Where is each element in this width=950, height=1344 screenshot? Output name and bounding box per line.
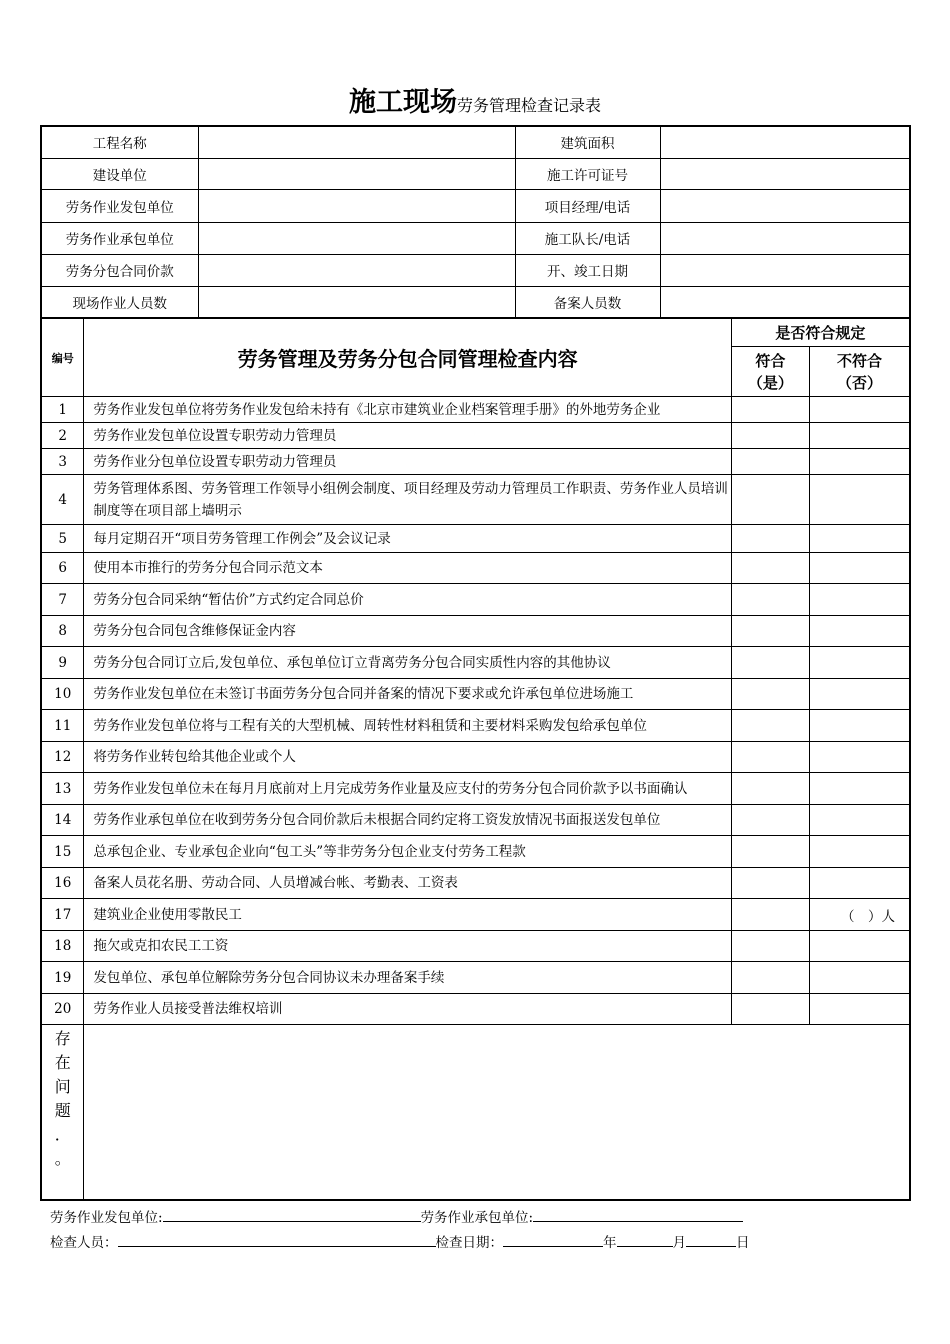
table-row: [41, 449, 910, 475]
item-text: 劳务分包合同包含维修保证金内容: [84, 616, 731, 647]
no-cell[interactable]: [810, 773, 910, 805]
item-number: 4: [41, 475, 84, 525]
info-row: [41, 189, 910, 222]
inspector-label: 检查人员：: [50, 1235, 118, 1251]
no-cell[interactable]: [810, 679, 910, 710]
table-row: [41, 931, 910, 962]
no-cell[interactable]: [810, 584, 910, 616]
item-text: 总承包企业、专业承包企业向“包工头”等非劳务分包企业支付劳务工程款: [84, 836, 731, 868]
item-number: 8: [41, 616, 84, 647]
info-left-label: 劳务作业承包单位: [41, 222, 198, 254]
yes-cell[interactable]: [731, 773, 809, 805]
title-sub: 劳务管理检查记录表: [456, 96, 601, 115]
yes-cell[interactable]: [731, 805, 809, 836]
item-text: 每月定期召开“项目劳务管理工作例会”及会议记录: [84, 525, 731, 553]
table-row: [41, 962, 910, 994]
yes-cell[interactable]: [731, 553, 809, 584]
contractor-out-line[interactable]: [163, 1207, 421, 1222]
info-right-label: 建筑面积: [515, 126, 660, 158]
item-text: 劳务分包合同订立后,发包单位、承包单位订立背离劳务分包合同实质性内容的其他协议: [84, 647, 731, 679]
no-cell[interactable]: [810, 553, 910, 584]
info-right-label: 备案人员数: [515, 286, 660, 318]
item-text: 劳务作业分包单位设置专职劳动力管理员: [84, 449, 731, 475]
info-right-value[interactable]: [660, 222, 910, 254]
no-cell[interactable]: [810, 805, 910, 836]
item-number: 15: [41, 836, 84, 868]
info-row: [41, 126, 910, 158]
issues-row: [41, 1025, 910, 1200]
item-text: 劳务作业承包单位在收到劳务分包合同价款后未根据合同约定将工资发放情况书面报送发包单位: [84, 805, 731, 836]
no-cell[interactable]: [810, 525, 910, 553]
day-label: 日: [736, 1235, 750, 1251]
checklist-table: [40, 318, 911, 1201]
info-right-label: 施工队长/电话: [515, 222, 660, 254]
yes-cell[interactable]: [731, 931, 809, 962]
no-cell[interactable]: [810, 931, 910, 962]
item-text: 劳务作业发包单位在未签订书面劳务分包合同并备案的情况下要求或允许承包单位进场施工: [84, 679, 731, 710]
info-left-label: 劳务作业发包单位: [41, 189, 198, 222]
item-text: 劳务作业发包单位将劳务作业发包给未持有《北京市建筑业企业档案管理手册》的外地劳务企业: [84, 397, 731, 423]
info-row: [41, 222, 910, 254]
table-row: [41, 584, 910, 616]
table-row: [41, 525, 910, 553]
item-number: 3: [41, 449, 84, 475]
table-row: [41, 423, 910, 449]
yes-cell[interactable]: [731, 836, 809, 868]
table-row: [41, 397, 910, 423]
info-left-value[interactable]: [198, 189, 515, 222]
no-cell[interactable]: [810, 397, 910, 423]
item-number: 18: [41, 931, 84, 962]
item-text: 劳务作业发包单位未在每月月底前对上月完成劳务作业量及应支付的劳务分包合同价款予以书面确认: [84, 773, 731, 805]
item-text: 备案人员花名册、劳动合同、人员增减台帐、考勤表、工资表: [84, 868, 731, 899]
item-text: 劳务分包合同采纳“暂估价”方式约定合同总价: [84, 584, 731, 616]
project-info-table: [40, 125, 911, 319]
yes-cell[interactable]: [731, 647, 809, 679]
no-cell[interactable]: [810, 710, 910, 742]
yes-cell[interactable]: [731, 584, 809, 616]
yes-cell[interactable]: [731, 525, 809, 553]
info-left-label: 现场作业人员数: [41, 286, 198, 318]
no-cell[interactable]: [810, 423, 910, 449]
table-row: [41, 475, 910, 525]
yes-cell[interactable]: [731, 475, 809, 525]
date-label: 检查日期：: [435, 1235, 503, 1251]
table-row: [41, 616, 910, 647]
no-cell[interactable]: [810, 475, 910, 525]
table-row: [41, 994, 910, 1025]
info-right-label: 施工许可证号: [515, 158, 660, 189]
no-cell[interactable]: （ ）人: [810, 899, 910, 931]
item-text: 劳务作业人员接受普法维权培训: [84, 994, 731, 1025]
item-number: 2: [41, 423, 84, 449]
item-number: 16: [41, 868, 84, 899]
contractor-in-line[interactable]: [533, 1207, 743, 1222]
item-number: 13: [41, 773, 84, 805]
item-text: 建筑业企业使用零散民工: [84, 899, 731, 931]
yes-cell[interactable]: [731, 710, 809, 742]
checklist-header-row: [41, 319, 910, 347]
inspector-line[interactable]: [118, 1232, 436, 1247]
table-row: [41, 647, 910, 679]
yes-cell[interactable]: [731, 616, 809, 647]
info-right-value[interactable]: [660, 254, 910, 286]
item-text: 劳务管理体系图、劳务管理工作领导小组例会制度、项目经理及劳动力管理员工作职责、劳务作业人员培训制度等在项目部上墙明示: [84, 475, 731, 525]
item-number: 17: [41, 899, 84, 931]
item-number: 7: [41, 584, 84, 616]
item-text: 劳务作业发包单位将与工程有关的大型机械、周转性材料租赁和主要材料采购发包给承包单位: [84, 710, 731, 742]
page-title: [0, 80, 950, 119]
item-text: 发包单位、承包单位解除劳务分包合同协议未办理备案手续: [84, 962, 731, 994]
info-right-value[interactable]: [660, 158, 910, 189]
no-cell[interactable]: [810, 616, 910, 647]
item-number: 10: [41, 679, 84, 710]
item-number: 6: [41, 553, 84, 584]
item-number: 12: [41, 742, 84, 773]
day-line[interactable]: [686, 1232, 736, 1247]
info-left-value[interactable]: [198, 222, 515, 254]
footer-inspection: [50, 1231, 750, 1251]
table-row: [41, 805, 910, 836]
issues-field[interactable]: [84, 1025, 910, 1200]
yes-cell[interactable]: [731, 994, 809, 1025]
compliance-header: 是否符合规定: [731, 319, 910, 347]
info-row: [41, 158, 910, 189]
year-label: 年: [603, 1235, 617, 1251]
yes-cell[interactable]: [731, 449, 809, 475]
contractor-in-label: 劳务作业承包单位:: [420, 1210, 534, 1226]
item-number: 20: [41, 994, 84, 1025]
yes-cell[interactable]: [731, 423, 809, 449]
no-cell[interactable]: [810, 449, 910, 475]
table-row: [41, 868, 910, 899]
info-left-value[interactable]: [198, 126, 515, 158]
info-right-value[interactable]: [660, 189, 910, 222]
content-header: 劳务管理及劳务分包合同管理检查内容: [84, 319, 731, 397]
info-right-value[interactable]: [660, 126, 910, 158]
info-row: [41, 254, 910, 286]
table-row: [41, 899, 910, 931]
info-right-label: 开、竣工日期: [515, 254, 660, 286]
footer-units: [50, 1206, 743, 1226]
yes-cell[interactable]: [731, 899, 809, 931]
yes-cell[interactable]: [731, 962, 809, 994]
table-row: [41, 679, 910, 710]
info-left-value[interactable]: [198, 158, 515, 189]
yes-cell[interactable]: [731, 397, 809, 423]
month-line[interactable]: [617, 1232, 673, 1247]
no-cell[interactable]: [810, 742, 910, 773]
yes-cell[interactable]: [731, 742, 809, 773]
item-text: 使用本市推行的劳务分包合同示范文本: [84, 553, 731, 584]
year-line[interactable]: [503, 1232, 603, 1247]
info-right-value[interactable]: [660, 286, 910, 318]
table-row: [41, 836, 910, 868]
item-text: 拖欠或克扣农民工工资: [84, 931, 731, 962]
yes-header: 符合 （是）: [731, 347, 809, 397]
issues-label: 存 在 问 题 ． 。: [41, 1025, 84, 1200]
num-header: 编号: [41, 319, 84, 397]
info-right-label: 项目经理/电话: [515, 189, 660, 222]
item-text: 劳务作业发包单位设置专职劳动力管理员: [84, 423, 731, 449]
item-number: 1: [41, 397, 84, 423]
info-left-value[interactable]: [198, 286, 515, 318]
contractor-out-label: 劳务作业发包单位:: [50, 1210, 163, 1226]
info-left-label: 建设单位: [41, 158, 198, 189]
info-row: [41, 286, 910, 318]
no-cell[interactable]: [810, 994, 910, 1025]
no-cell[interactable]: [810, 962, 910, 994]
item-number: 9: [41, 647, 84, 679]
no-cell[interactable]: [810, 647, 910, 679]
item-number: 11: [41, 710, 84, 742]
table-row: [41, 773, 910, 805]
no-cell[interactable]: [810, 868, 910, 899]
info-left-value[interactable]: [198, 254, 515, 286]
table-row: [41, 710, 910, 742]
item-number: 5: [41, 525, 84, 553]
item-number: 19: [41, 962, 84, 994]
item-number: 14: [41, 805, 84, 836]
info-left-label: 工程名称: [41, 126, 198, 158]
no-header: 不符合 （否）: [810, 347, 910, 397]
item-text: 将劳务作业转包给其他企业或个人: [84, 742, 731, 773]
table-row: [41, 553, 910, 584]
info-left-label: 劳务分包合同价款: [41, 254, 198, 286]
month-label: 月: [672, 1235, 686, 1251]
yes-cell[interactable]: [731, 679, 809, 710]
title-main: 施工现场: [348, 87, 457, 118]
yes-cell[interactable]: [731, 868, 809, 899]
table-row: [41, 742, 910, 773]
no-cell[interactable]: [810, 836, 910, 868]
